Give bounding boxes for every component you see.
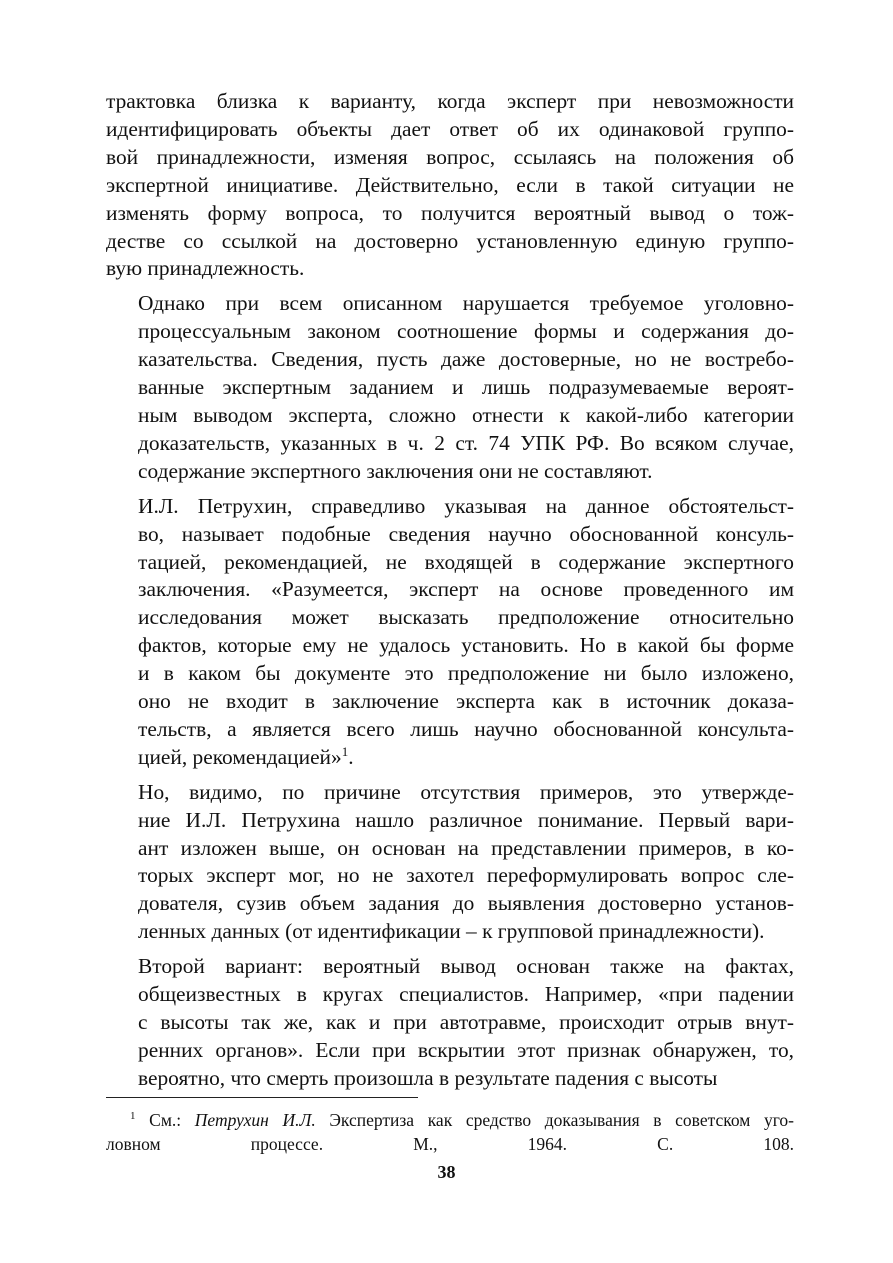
text-line: заключения. «Разумеется, эксперт на основе проведенного им	[138, 577, 794, 602]
text-line: ванные экспертным заданием и лишь подразумеваемые вероят-	[138, 375, 794, 400]
text-line: Однако при всем описанном нарушается требуемое уголовно-	[138, 291, 794, 316]
text-line: ным выводом эксперта, сложно отнести к какой-либо категории	[138, 402, 794, 427]
text-line: ренних органов». Если при вскрытии этот признак обнаружен, то,	[138, 1037, 794, 1062]
paragraph	[106, 779, 794, 946]
text-line: тацией, рекомендацией, не входящей в содержание экспертного	[138, 549, 794, 574]
footnote-prefix: См.:	[149, 1110, 195, 1130]
text-line: ленных данных (от идентификации – к групповой принадлежности).	[138, 919, 765, 944]
text-line: содержание экспертного заключения они не составляют.	[138, 458, 653, 483]
footnote-separator	[106, 1097, 418, 1098]
text-line: экспертной инициативе. Действительно, если в такой ситуации не	[106, 172, 794, 197]
text-line: вую принадлежность.	[106, 256, 305, 281]
text-line: ант изложен выше, он основан на представлении примеров, в ко-	[138, 835, 794, 860]
text-line: оно не входит в заключение эксперта как в источник доказа-	[138, 689, 794, 714]
page-number: 38	[437, 1162, 456, 1182]
text-line: исследования может высказать предположение относительно	[138, 605, 794, 630]
text-line: Второй вариант: вероятный вывод основан также на фактах,	[138, 954, 794, 979]
footnote-marker: 1	[130, 1110, 136, 1123]
text-line: Но, видимо, по причине отсутствия примеров, это утвержде-	[138, 779, 794, 804]
paragraph	[106, 493, 794, 772]
text-line: во, называет подобные сведения научно обоснованной консуль-	[138, 521, 794, 546]
footnote-line-1	[106, 1108, 794, 1132]
footnote	[106, 1108, 794, 1156]
text-line: общеизвестных в кругах специалистов. Например, «при падении	[138, 982, 794, 1007]
text-line: казательства. Сведения, пусть даже достоверные, но не востребо-	[138, 347, 794, 372]
text-line-tail: .	[348, 744, 354, 769]
text-line: процессуальным законом соотношение формы и содержания до-	[138, 319, 794, 344]
footnote-author: Петрухин И.Л.	[194, 1110, 316, 1130]
text-line	[106, 744, 794, 772]
paragraph	[106, 88, 794, 283]
text-line: И.Л. Петрухин, справедливо указывая на данное обстоятельст-	[138, 493, 794, 518]
text-line: вероятно, что смерть произошла в результате падения с высоты	[138, 1065, 718, 1090]
text-line-content: цией, рекомендацией»	[138, 744, 342, 769]
text-line: вой принадлежности, изменяя вопрос, ссылаясь на положения об	[106, 144, 794, 169]
text-line: дователя, сузив объем задания до выявления достоверно установ-	[138, 891, 794, 916]
text-line: изменять форму вопроса, то получится вероятный вывод о тож-	[106, 200, 794, 225]
text-line: доказательств, указанных в ч. 2 ст. 74 УПК РФ. Во всяком случае,	[138, 430, 794, 455]
text-line: идентифицировать объекты дает ответ об их одинаковой группо-	[106, 116, 794, 141]
text-line: трактовка близка к варианту, когда эксперт при невозможности	[106, 89, 794, 113]
text-line: дестве со ссылкой на достоверно установленную единую группо-	[106, 228, 794, 253]
footnote-reference: 1	[341, 743, 349, 759]
text-line: торых эксперт мог, но не захотел переформулировать вопрос сле-	[138, 863, 794, 888]
footnote-title: Экспертиза как средство доказывания в советском уго-	[315, 1110, 795, 1130]
text-line: и в каком бы документе это предположение ни было изложено,	[138, 661, 794, 686]
text-line: фактов, которые ему не удалось установить. Но в какой бы форме	[138, 633, 794, 658]
paragraph	[106, 290, 794, 485]
footnote-line-2: ловном процессе. М., 1964. С. 108.	[106, 1134, 794, 1154]
text-line: ние И.Л. Петрухина нашло различное понимание. Первый вари-	[138, 807, 794, 832]
text-line: тельств, а является всего лишь научно обоснованной консульта-	[138, 716, 794, 741]
main-text	[106, 88, 794, 1093]
paragraph	[106, 953, 794, 1093]
text-line: с высоты так же, как и при автотравме, происходит отрыв внут-	[138, 1010, 794, 1034]
